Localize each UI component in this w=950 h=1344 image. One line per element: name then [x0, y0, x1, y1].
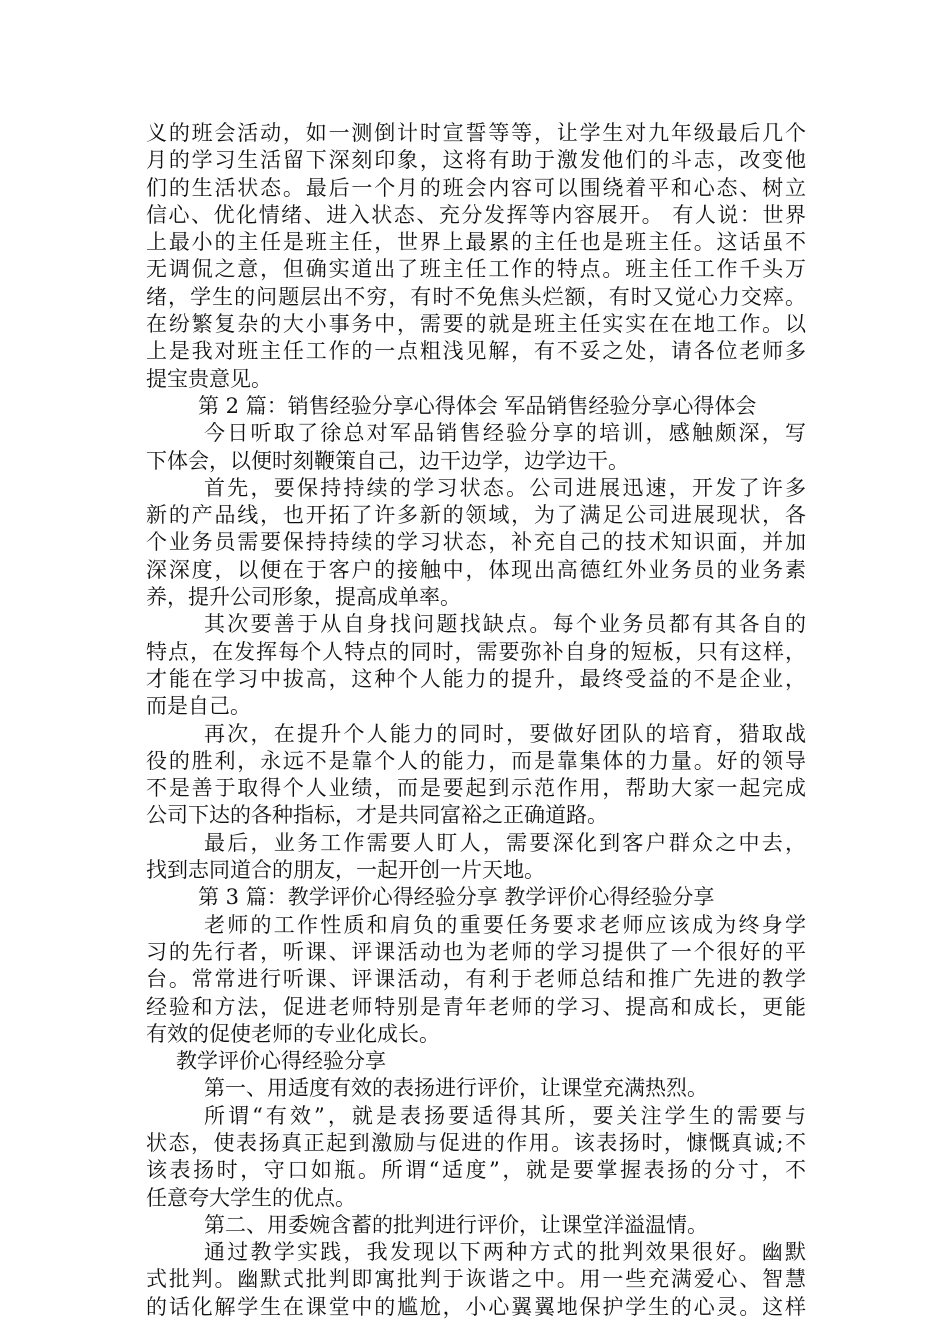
- text-line: 们的生活状态。最后一个月的班会内容可以围绕着平和心态、树立: [146, 175, 806, 200]
- text-line: 深深度，以便在于客户的接触中，体现出高德红外业务员的业务素: [146, 557, 806, 582]
- text-line: 式批判。幽默式批判即寓批判于诙谐之中。用一些充满爱心、智慧: [146, 1267, 806, 1292]
- text-line: 义的班会活动，如一测倒计时宣誓等等，让学生对九年级最后几个: [146, 121, 806, 145]
- text-line: 该表扬时，守口如瓶。所谓“适度”，就是要掌握表扬的分寸，不: [146, 1158, 806, 1183]
- text-line: 经验和方法，促进老师特别是青年老师的学习、提高和成长，更能: [146, 994, 806, 1019]
- text-line: 在纷繁复杂的大小事务中，需要的就是班主任实实在在地工作。以: [146, 312, 806, 337]
- text-line: 下体会，以便时刻鞭策自己，边干边学，边学边干。: [146, 448, 629, 473]
- text-line: 而是自己。: [146, 694, 251, 719]
- text-line: 有效的促使老师的专业化成长。: [146, 1021, 440, 1046]
- text-line: 无调侃之意，但确实道出了班主任工作的特点。班主任工作千头万: [146, 257, 806, 282]
- text-line: 老师的工作性质和肩负的重要任务要求老师应该成为终身学: [204, 912, 806, 937]
- text-line: 绪，学生的问题层出不穷，有时不免焦头烂额，有时又觉心力交瘁。: [146, 284, 806, 309]
- text-line: 第 2 篇：销售经验分享心得体会 军品销售经验分享心得体会: [198, 393, 757, 418]
- text-line: 教学评价心得经验分享: [176, 1049, 386, 1074]
- text-line: 不是善于取得个人业绩，而是要起到示范作用，帮助大家一起完成: [146, 776, 806, 801]
- text-line: 其次要善于从自身找问题找缺点。每个业务员都有其各自的: [204, 612, 806, 637]
- text-line: 信心、优化情绪、进入状态、充分发挥等内容展开。 有人说：世界: [146, 202, 806, 227]
- text-line: 习的先行者，听课、评课活动也为老师的学习提供了一个很好的平: [146, 939, 806, 964]
- text-line: 上最小的主任是班主任，世界上最累的主任也是班主任。这话虽不: [146, 230, 806, 255]
- text-line: 特点，在发挥每个人特点的同时，需要弥补自身的短板，只有这样，: [146, 639, 806, 664]
- text-line: 才能在学习中拔高，这种个人能力的提升，最终受益的不是企业，: [146, 666, 806, 691]
- text-line: 今日听取了徐总对军品销售经验分享的培训，感触颇深，写: [204, 421, 806, 446]
- text-line: 状态，使表扬真正起到激励与促进的作用。该表扬时，慷慨真诚;不: [146, 1130, 806, 1155]
- text-line: 找到志同道合的朋友，一起开创一片天地。: [146, 858, 545, 883]
- text-line: 台。常常进行听课、评课活动，有利于老师总结和推广先进的教学: [146, 967, 806, 992]
- text-line: 新的产品线，也开拓了许多新的领域，为了满足公司进展现状，各: [146, 503, 806, 528]
- text-line: 首先，要保持持续的学习状态。公司进展迅速，开发了许多: [204, 475, 806, 500]
- text-line: 所谓“有效”，就是表扬要适得其所，要关注学生的需要与: [204, 1103, 806, 1128]
- text-line: 第二、用委婉含蓄的批判进行评价，让课堂洋溢温情。: [204, 1212, 708, 1237]
- document-body: [146, 120, 806, 1321]
- text-line: 个业务员需要保持持续的学习状态，补充自己的技术知识面，并加: [146, 530, 806, 555]
- text-line: 上是我对班主任工作的一点粗浅见解，有不妥之处，请各位老师多: [146, 339, 806, 364]
- text-line: 第 3 篇：教学评价心得经验分享 教学评价心得经验分享: [198, 885, 715, 910]
- text-line: 役的胜利，永远不是靠个人的能力，而是靠集体的力量。好的领导: [146, 748, 806, 773]
- text-line: 月的学习生活留下深刻印象，这将有助于激发他们的斗志，改变他: [146, 148, 806, 173]
- text-line: 养，提升公司形象，提高成单率。: [146, 585, 461, 610]
- text-line: 最后，业务工作需要人盯人，需要深化到客户群众之中去，: [204, 830, 806, 855]
- text-line: 第一、用适度有效的表扬进行评价，让课堂充满热烈。: [204, 1076, 708, 1101]
- text-line: 的话化解学生在课堂中的尴尬，小心翼翼地保护学生的心灵。这样: [146, 1294, 806, 1319]
- text-line: 任意夸大学生的优点。: [146, 1185, 356, 1210]
- text-line: 公司下达的各种指标，才是共同富裕之正确道路。: [146, 803, 608, 828]
- text-line: 通过教学实践，我发现以下两种方式的批判效果很好。幽默: [204, 1240, 806, 1265]
- text-line: 提宝贵意见。: [146, 366, 272, 391]
- text-line: 再次，在提升个人能力的同时，要做好团队的培育，猎取战: [204, 721, 806, 746]
